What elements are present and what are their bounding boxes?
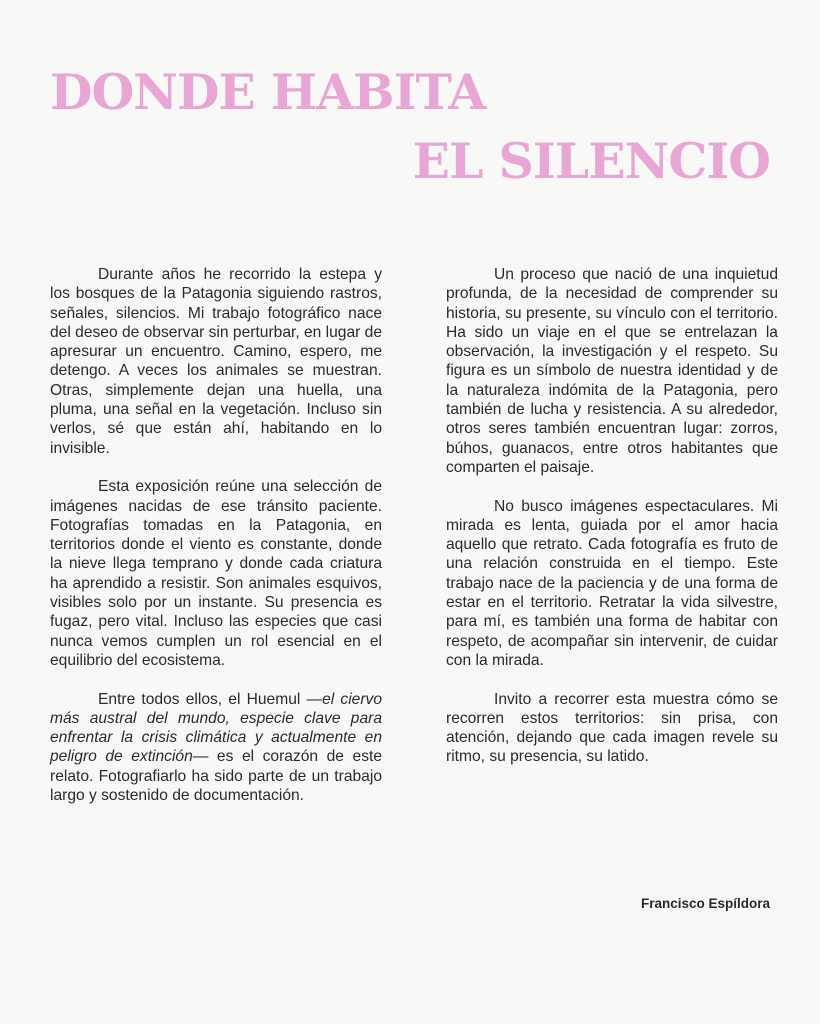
right-paragraph-1: Un proceso que nació de una inquietud profunda, de la necesidad de comprender su historia, su presente, su vínculo con el territorio. Ha sido un viaje en el que se entrelazan la observación, la investigación y el respeto. Su figura es un símbolo de nuestra identidad y de la naturaleza indómita de la Patagonia, pero también de lucha y resistencia. A su alrededor, otros seres también encuentran lugar: zorros, búhos, guanacos, entre otros habitantes que comparten el paisaje. — [446, 266, 778, 476]
right-column — [446, 265, 778, 767]
left-paragraph-3 — [50, 690, 382, 806]
paragraph-3-start: Entre todos ellos, el Huemul — — [98, 690, 323, 708]
author-signature: Francisco Espíldora — [640, 896, 770, 911]
right-paragraph-3: Invito a recorrer esta muestra cómo se recorren estos territorios: sin prisa, con atención, dejando que cada imagen revele su ritmo, su presencia, su latido. — [446, 690, 778, 766]
left-paragraph-2: Esta exposición reúne una selección de imágenes nacidas de ese tránsito paciente. Fotografías tomadas en la Patagonia, en territorios donde el viento es constante, donde la nieve llega temprano y donde cada criatura ha aprendido a resistir. Son animales esquivos, visibles solo por un instante. Su presencia es fugaz, pero vital. Incluso las especies que casi nunca vemos cumplen un rol esencial en el equilibrio del ecosistema. — [50, 478, 382, 669]
right-paragraph-2: No busco imágenes espectaculares. Mi mirada es lenta, guiada por el amor hacia aquello que retrato. Cada fotografía es fruto de una relación construida en el tiempo. Este trabajo nace de la paciencia y de una forma de estar en el territorio. Retratar la vida silvestre, para mí, es también una forma de habitar con respeto, de acompañar sin intervenir, de cuidar con la mirada. — [446, 497, 778, 669]
paragraph-3-end: — es el corazón de este relato. Fotografiarlo ha sido parte de un trabajo largo y sostenido de documentación. — [50, 748, 382, 805]
title-line-1: DONDE HABITA — [50, 63, 486, 121]
page-title — [0, 0, 820, 200]
left-paragraph-1: Durante años he recorrido la estepa y los bosques de la Patagonia siguiendo rastros, señales, silencios. Mi trabajo fotográfico nace del deseo de observar sin perturbar, en lugar de apresurar un encuentro. Camino, espero, me detengo. A veces los animales se muestran. Otras, simplemente dejan una huella, una pluma, una señal en la vegetación. Incluso sin verlos, sé que están ahí, habitando en lo invisible. — [50, 266, 383, 457]
huemul-italic-note: el ciervo más austral del mundo, especie clave para enfrentar la crisis climática y actualmente en peligro de extinción — [50, 690, 382, 766]
left-column — [50, 265, 382, 805]
title-line-2: EL SILENCIO — [412, 132, 770, 190]
